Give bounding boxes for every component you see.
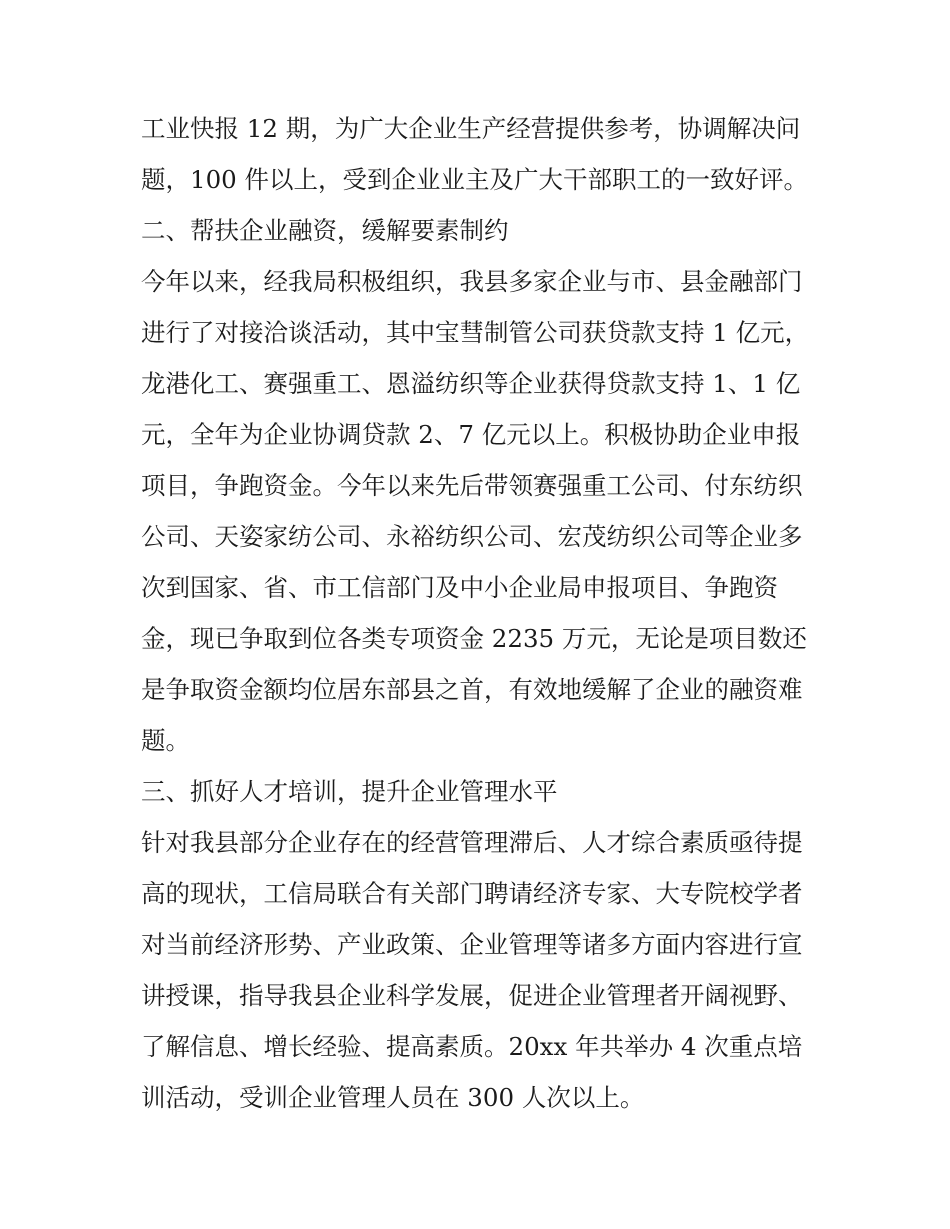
- section-heading: 三、抓好人才培训，提升企业管理水平: [141, 777, 558, 806]
- paragraph-line: 题。: [141, 726, 190, 755]
- paragraph-line: 了解信息、增长经验、提高素质。20xx 年共举办 4 次重点培: [141, 1032, 803, 1061]
- paragraph-line: 对当前经济形势、产业政策、企业管理等诸多方面内容进行宣: [141, 930, 803, 959]
- paragraph-line: 高的现状，工信局联合有关部门聘请经济专家、大专院校学者: [141, 879, 803, 908]
- paragraph-line: 是争取资金额均位居东部县之首，有效地缓解了企业的融资难: [141, 675, 803, 704]
- paragraph-line: 进行了对接洽谈活动，其中宝彗制管公司获贷款支持 1 亿元，: [141, 318, 810, 347]
- paragraph-line: 次到国家、省、市工信部门及中小企业局申报项目、争跑资: [141, 573, 778, 602]
- paragraph-line: 题，100 件以上，受到企业业主及广大干部职工的一致好评。: [141, 165, 809, 194]
- paragraph-line: 公司、天姿家纺公司、永裕纺织公司、宏茂纺织公司等企业多: [141, 522, 803, 551]
- paragraph-line: 训活动，受训企业管理人员在 300 人次以上。: [141, 1083, 645, 1112]
- paragraph-line: 元，全年为企业协调贷款 2、7 亿元以上。积极协助企业申报: [141, 420, 801, 449]
- paragraph-line: 项目，争跑资金。今年以来先后带领赛强重工公司、付东纺织: [141, 471, 803, 500]
- paragraph-line: 今年以来，经我局积极组织，我县多家企业与市、县金融部门: [141, 267, 803, 296]
- paragraph-line: 金，现已争取到位各类专项资金 2235 万元，无论是项目数还: [141, 624, 807, 653]
- section-heading: 二、帮扶企业融资，缓解要素制约: [141, 216, 509, 245]
- paragraph-line: 讲授课，指导我县企业科学发展，促进企业管理者开阔视野、: [141, 981, 803, 1010]
- paragraph-line: 针对我县部分企业存在的经营管理滞后、人才综合素质亟待提: [141, 828, 803, 857]
- paragraph-line: 工业快报 12 期，为广大企业生产经营提供参考，协调解决问: [141, 114, 801, 143]
- paragraph-line: 龙港化工、赛强重工、恩溢纺织等企业获得贷款支持 1、1 亿: [141, 369, 801, 398]
